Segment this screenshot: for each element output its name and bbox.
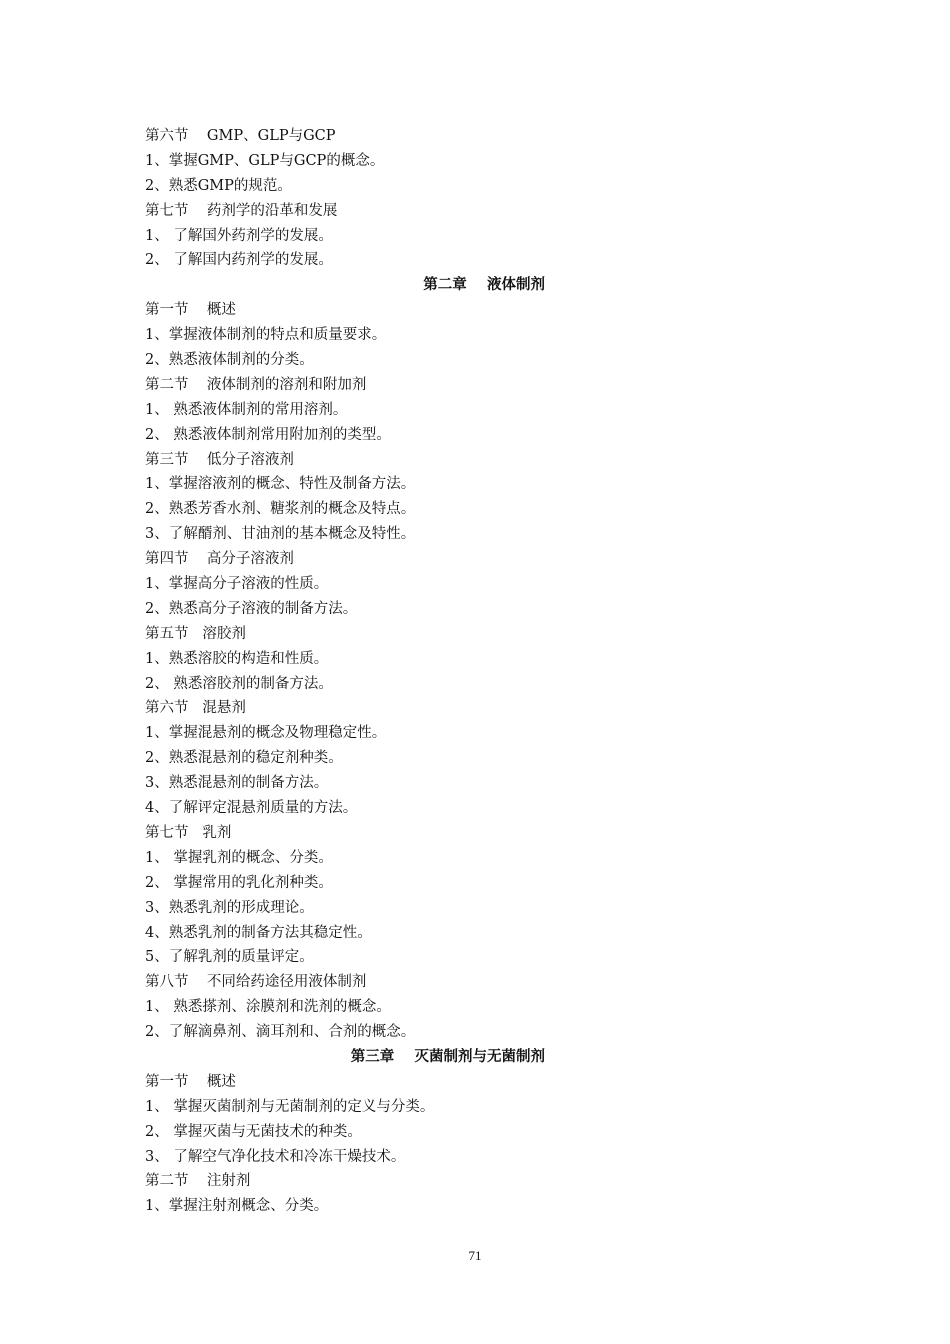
list-item: 1、 掌握乳剂的概念、分类。 — [145, 849, 333, 866]
section-heading: 第三节 低分子溶液剂 — [145, 451, 294, 468]
list-item: 1、熟悉溶胶的构造和性质。 — [145, 650, 329, 667]
list-item: 1、掌握液体制剂的特点和质量要求。 — [145, 327, 387, 344]
list-item: 3、熟悉混悬剂的制备方法。 — [145, 775, 329, 792]
list-item: 1、掌握高分子溶液的性质。 — [145, 576, 329, 593]
page-number: 71 — [468, 1248, 482, 1263]
list-item: 2、熟悉GMP的规范。 — [145, 177, 292, 194]
section-heading: 第一节 概述 — [145, 302, 236, 319]
section-heading: 第八节 不同给药途径用液体制剂 — [145, 974, 367, 991]
list-item: 2、 熟悉溶胶剂的制备方法。 — [145, 675, 333, 692]
list-item: 1、掌握注射剂概念、分类。 — [145, 1198, 329, 1215]
list-item: 1、掌握GMP、GLP与GCP的概念。 — [145, 152, 385, 169]
list-item: 1、 熟悉液体制剂的常用溶剂。 — [145, 401, 348, 418]
section-heading: 第七节 药剂学的沿革和发展 — [145, 202, 338, 219]
list-item: 1、 熟悉搽剂、涂膜剂和洗剂的概念。 — [145, 999, 391, 1016]
list-item: 1、掌握溶液剂的概念、特性及制备方法。 — [145, 476, 416, 493]
section-heading: 第六节 混悬剂 — [145, 700, 246, 717]
chapter-heading: 第二章 液体制剂 — [423, 277, 545, 294]
document-body — [145, 124, 545, 1219]
list-item: 3、了解醑剂、甘油剂的基本概念及特性。 — [145, 526, 416, 543]
list-item: 4、熟悉乳剂的制备方法其稳定性。 — [145, 924, 372, 941]
section-heading: 第二节 液体制剂的溶剂和附加剂 — [145, 376, 367, 393]
list-item: 5、了解乳剂的质量评定。 — [145, 949, 314, 966]
list-item: 1、 掌握灭菌制剂与无菌制剂的定义与分类。 — [145, 1098, 435, 1115]
chapter-heading: 第三章 灭菌制剂与无菌制剂 — [350, 1048, 545, 1065]
list-item: 2、 掌握常用的乳化剂种类。 — [145, 874, 333, 891]
section-heading: 第七节 乳剂 — [145, 824, 232, 841]
section-heading: 第二节 注射剂 — [145, 1173, 251, 1190]
list-item: 2、 了解国内药剂学的发展。 — [145, 252, 333, 269]
list-item: 3、熟悉乳剂的形成理论。 — [145, 899, 314, 916]
list-item: 2、熟悉混悬剂的稳定剂种类。 — [145, 750, 343, 767]
list-item: 2、 掌握灭菌与无菌技术的种类。 — [145, 1123, 362, 1140]
list-item: 1、 了解国外药剂学的发展。 — [145, 227, 333, 244]
list-item: 2、熟悉高分子溶液的制备方法。 — [145, 600, 358, 617]
list-item: 3、 了解空气净化技术和冷冻干燥技术。 — [145, 1148, 406, 1165]
list-item: 2、熟悉芳香水剂、糖浆剂的概念及特点。 — [145, 501, 416, 518]
list-item: 2、了解滴鼻剂、滴耳剂和、合剂的概念。 — [145, 1024, 416, 1041]
section-heading: 第五节 溶胶剂 — [145, 625, 246, 642]
list-item: 2、 熟悉液体制剂常用附加剂的类型。 — [145, 426, 391, 443]
section-heading: 第六节 GMP、GLP与GCP — [145, 128, 336, 144]
list-item: 2、熟悉液体制剂的分类。 — [145, 352, 314, 369]
section-heading: 第一节 概述 — [145, 1073, 236, 1090]
section-heading: 第四节 高分子溶液剂 — [145, 551, 294, 568]
list-item: 4、了解评定混悬剂质量的方法。 — [145, 800, 358, 817]
list-item: 1、掌握混悬剂的概念及物理稳定性。 — [145, 725, 387, 742]
